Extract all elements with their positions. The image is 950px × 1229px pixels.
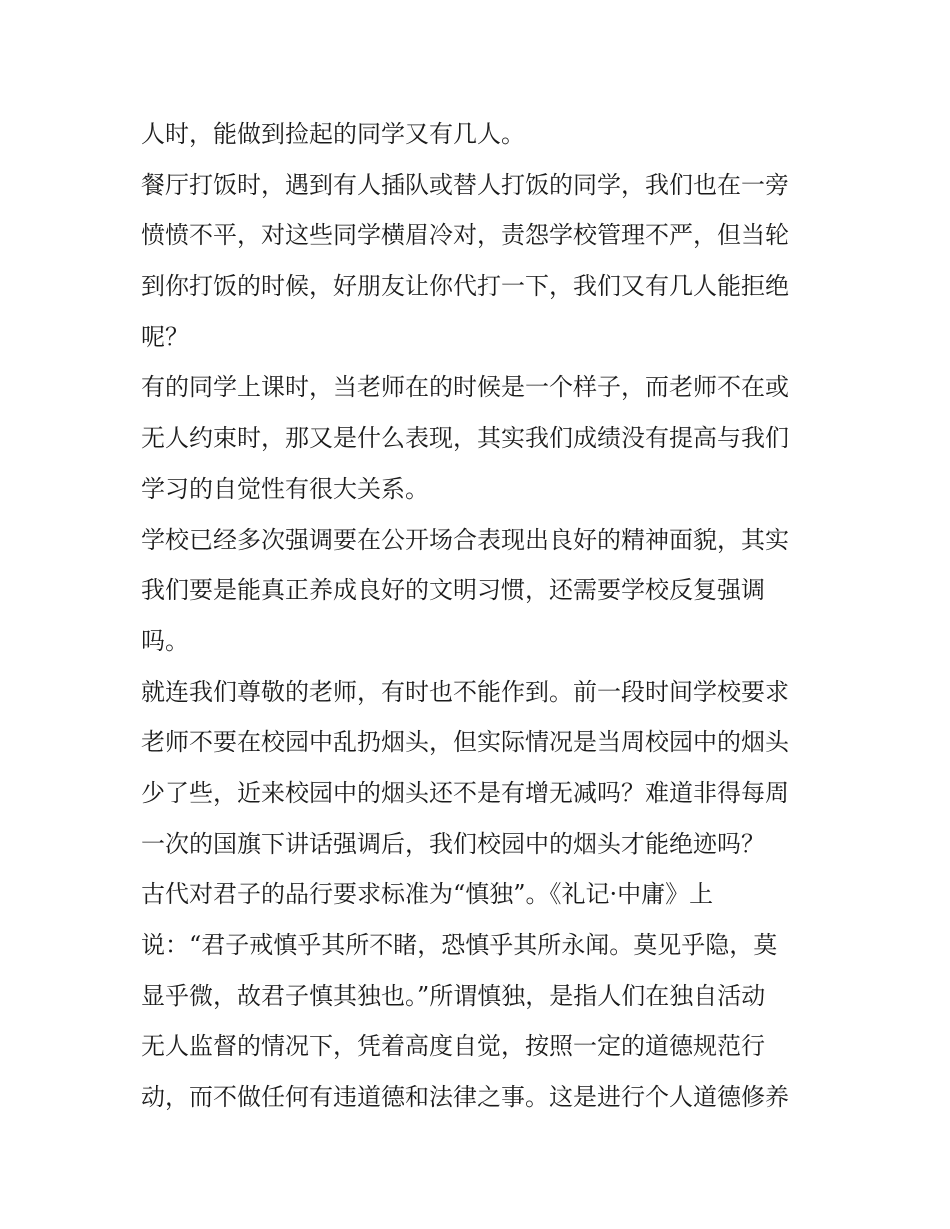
text-line: 古代对君子的品行要求标准为“慎独”。《礼记·中庸》上 <box>141 880 714 909</box>
text-line: 一次的国旗下讲话强调后，我们校园中的烟头才能绝迹吗？ <box>141 829 765 858</box>
text-line: 到你打饭的时候，好朋友让你代打一下，我们又有几人能拒绝 <box>141 272 789 301</box>
text-line: 显乎微，故君子慎其独也。”所谓慎独，是指人们在独自活动 <box>141 981 766 1010</box>
text-line: 少了些，近来校园中的烟头还不是有增无减吗？难道非得每周 <box>141 778 789 807</box>
text-line: 说：“君子戒慎乎其所不睹，恐慎乎其所永闻。莫见乎隐，莫 <box>141 931 778 959</box>
text-line: 无人监督的情况下，凭着高度自觉，按照一定的道德规范行 <box>141 1032 765 1061</box>
text-line: 学习的自觉性有很大关系。 <box>141 474 429 503</box>
text-line: 愤愤不平，对这些同学横眉冷对，责怨学校管理不严，但当轮 <box>141 221 789 250</box>
text-line: 无人约束时，那又是什么表现，其实我们成绩没有提高与我们 <box>141 424 789 453</box>
text-line: 人时，能做到捡起的同学又有几人。 <box>141 120 525 148</box>
text-line: 有的同学上课时，当老师在的时候是一个样子，而老师不在或 <box>141 373 789 402</box>
text-line: 就连我们尊敬的老师，有时也不能作到。前一段时间学校要求 <box>141 677 789 706</box>
text-line: 学校已经多次强调要在公开场合表现出良好的精神面貌，其实 <box>141 525 789 554</box>
text-line: 动，而不做任何有违道德和法律之事。这是进行个人道德修养 <box>141 1083 789 1112</box>
document-body <box>141 109 821 1123</box>
text-line: 呢？ <box>141 322 189 351</box>
text-line: 吗。 <box>141 626 189 655</box>
text-line: 餐厅打饭时，遇到有人插队或替人打饭的同学，我们也在一旁 <box>141 170 789 199</box>
text-line: 我们要是能真正养成良好的文明习惯，还需要学校反复强调 <box>141 576 765 605</box>
text-line: 老师不要在校园中乱扔烟头，但实际情况是当周校园中的烟头 <box>141 728 789 757</box>
